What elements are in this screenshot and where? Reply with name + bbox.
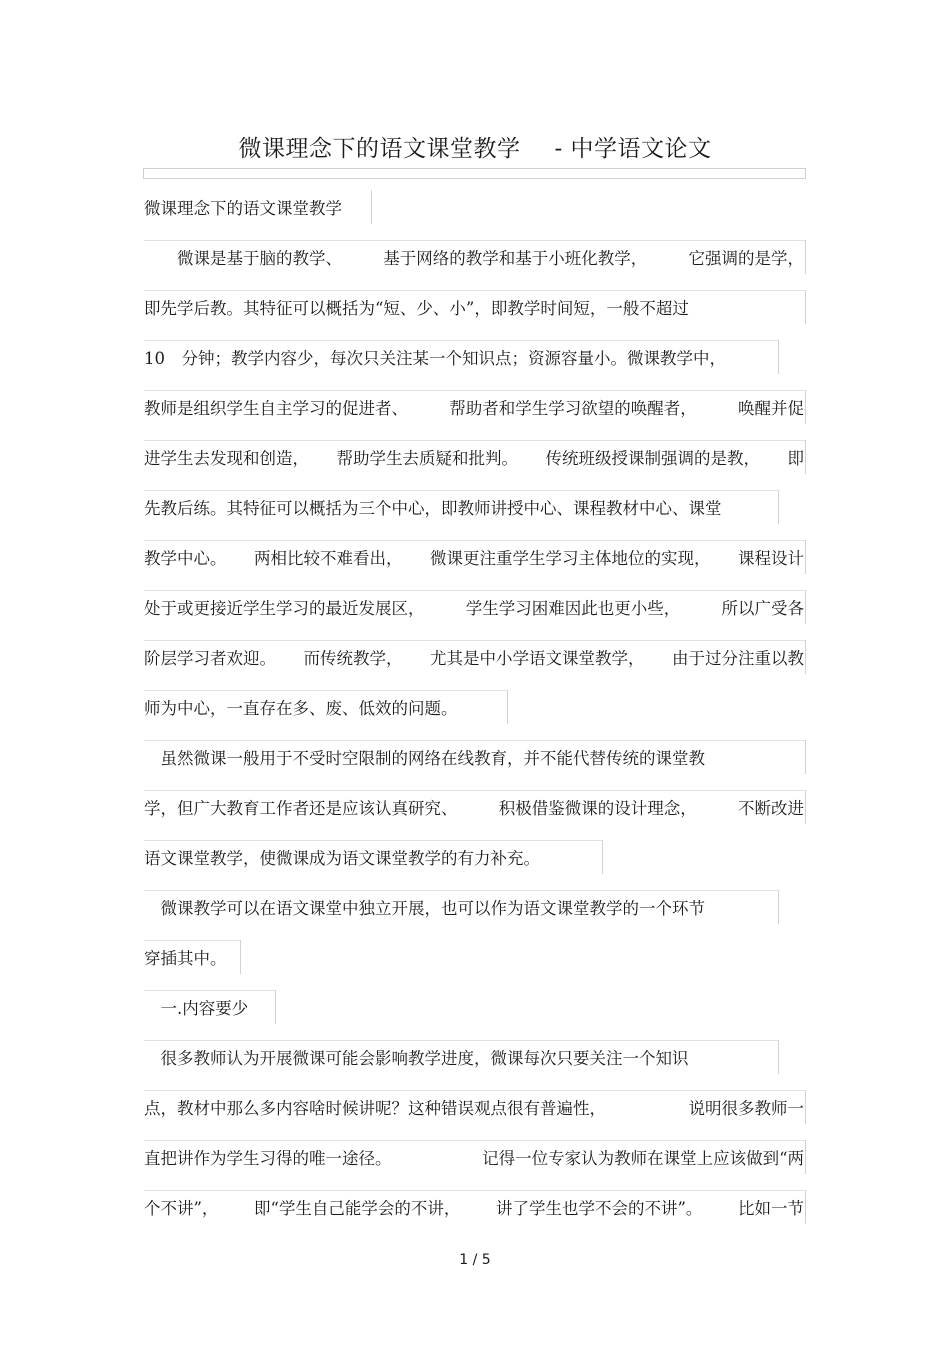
text-line — [144, 849, 540, 869]
text-line — [144, 1199, 804, 1219]
text-line — [144, 749, 705, 769]
title-divider — [143, 168, 806, 179]
line-marker — [805, 290, 806, 324]
text-segment: 帮助者和学生学习欲望的唤醒者， — [449, 399, 697, 418]
text-line — [144, 949, 227, 969]
line-rule — [144, 1040, 778, 1041]
text-segment: 它强调的是学， — [688, 249, 804, 268]
text-segment: 一.内容要少 — [144, 999, 249, 1018]
line-marker — [602, 840, 603, 874]
line-rule — [144, 590, 805, 591]
text-segment: 即先学后教。其特征可以概括为“短、少、小”，即教学时间短，一般不超过 — [144, 299, 689, 318]
line-rule — [144, 940, 240, 941]
text-segment: 很多教师认为开展微课可能会影响教学进度，微课每次只要关注一个知识 — [144, 1049, 689, 1068]
text-segment: 点，教材中那么多内容啥时候讲呢？这种错误观点很有普遍性， — [144, 1099, 606, 1118]
text-segment: 即“学生自己能学会的不讲， — [254, 1199, 461, 1218]
text-line — [144, 1099, 804, 1119]
title-main: 微课理念下的语文课堂教学 — [238, 136, 521, 162]
text-segment: 帮助学生去质疑和批判。 — [336, 449, 518, 468]
text-segment: 学，但广大教育工作者还是应该认真研究、 — [144, 799, 458, 818]
text-segment: 两相比较不难看出， — [254, 549, 403, 568]
text-segment: 微课教学可以在语文课堂中独立开展，也可以作为语文课堂教学的一个环节 — [144, 899, 705, 918]
line-marker — [371, 190, 372, 224]
line-rule — [144, 290, 805, 291]
line-marker — [805, 390, 806, 424]
text-line — [144, 399, 804, 419]
line-marker — [275, 990, 276, 1024]
text-line — [144, 799, 804, 819]
line-rule — [144, 790, 805, 791]
line-rule — [144, 390, 805, 391]
line-marker — [805, 640, 806, 674]
title-suffix: - 中学语文论文 — [554, 136, 712, 162]
text-segment: 10 分钟；教学内容少，每次只关注某一个知识点；资源容量小。微课教学中， — [144, 349, 726, 368]
text-segment: 微课是基于脑的教学、 — [144, 249, 342, 268]
text-segment: 由于过分注重以教 — [672, 649, 804, 668]
text-segment: 尤其是中小学语文课堂教学， — [430, 649, 645, 668]
text-segment: 微课更注重学生学习主体地位的实现， — [430, 549, 711, 568]
line-marker — [778, 1040, 779, 1074]
line-marker — [805, 790, 806, 824]
text-segment: 处于或更接近学生学习的最近发展区， — [144, 599, 425, 618]
line-marker — [805, 240, 806, 274]
text-segment: 积极借鉴微课的设计理念， — [498, 799, 697, 818]
text-line — [144, 649, 804, 669]
line-rule — [144, 690, 507, 691]
line-rule — [144, 240, 805, 241]
text-line — [144, 599, 804, 619]
text-segment: 语文课堂教学，使微课成为语文课堂教学的有力补充。 — [144, 849, 540, 868]
line-rule — [144, 1140, 805, 1141]
line-rule — [144, 990, 275, 991]
text-segment: 课程设计 — [738, 549, 804, 568]
text-segment: 基于网络的教学和基于小班化教学， — [383, 249, 648, 268]
page-indicator: 1 / 5 — [459, 1252, 491, 1268]
line-rule — [144, 490, 778, 491]
line-marker — [805, 590, 806, 624]
text-line — [144, 249, 804, 269]
line-rule — [144, 640, 805, 641]
text-segment: 所以广受各 — [721, 599, 804, 618]
line-marker — [778, 490, 779, 524]
text-segment: 讲了学生也学不会的不讲”。 — [496, 1199, 703, 1218]
line-rule — [144, 1090, 805, 1091]
line-marker — [805, 740, 806, 774]
text-line — [144, 299, 689, 319]
text-line — [144, 499, 722, 519]
line-rule — [144, 340, 778, 341]
text-segment: 而传统教学， — [303, 649, 403, 668]
text-segment: 唤醒并促 — [738, 399, 804, 418]
line-marker — [240, 940, 241, 974]
line-marker — [778, 890, 779, 924]
text-line — [144, 349, 726, 369]
line-rule — [144, 540, 805, 541]
text-segment: 虽然微课一般用于不受时空限制的网络在线教育，并不能代替传统的课堂教 — [144, 749, 705, 768]
text-segment: 阶层学习者欢迎。 — [144, 649, 276, 668]
line-rule — [144, 890, 778, 891]
line-marker — [805, 440, 806, 474]
line-marker — [778, 340, 779, 374]
section-heading: 微课理念下的语文课堂教学 — [144, 199, 342, 218]
text-segment: 个不讲”， — [144, 1199, 219, 1218]
text-segment: 教学中心。 — [144, 549, 227, 568]
line-marker — [805, 540, 806, 574]
text-segment: 不断改进 — [738, 799, 804, 818]
text-line — [144, 999, 248, 1019]
text-segment: 直把讲作为学生习得的唯一途径。 — [144, 1149, 392, 1168]
line-marker — [805, 1140, 806, 1174]
text-line — [144, 699, 458, 719]
text-segment: 教师是组织学生自主学习的促进者、 — [144, 399, 408, 418]
line-rule — [144, 840, 602, 841]
line-marker — [805, 1190, 806, 1224]
line-marker — [805, 1090, 806, 1124]
text-line — [144, 1149, 804, 1169]
text-line — [144, 549, 804, 569]
page-title — [0, 130, 950, 163]
line-rule — [144, 440, 805, 441]
text-segment: 穿插其中。 — [144, 949, 227, 968]
text-line — [144, 449, 804, 469]
text-segment: 先教后练。其特征可以概括为三个中心，即教师讲授中心、课程教材中心、课堂 — [144, 499, 722, 518]
text-line — [144, 1049, 689, 1069]
line-rule — [144, 740, 805, 741]
text-segment: 学生学习困难因此也更小些， — [465, 599, 681, 618]
text-segment: 师为中心，一直存在多、废、低效的问题。 — [144, 699, 458, 718]
line-marker — [507, 690, 508, 724]
text-segment: 比如一节 — [738, 1199, 804, 1218]
text-segment: 进学生去发现和创造， — [144, 449, 309, 468]
text-segment: 即 — [787, 449, 804, 468]
text-segment: 传统班级授课制强调的是教， — [545, 449, 760, 468]
line-rule — [144, 1190, 805, 1191]
text-segment: 说明很多教师一 — [688, 1099, 804, 1118]
text-line — [144, 899, 705, 919]
text-segment: 记得一位专家认为教师在课堂上应该做到“两 — [482, 1149, 804, 1168]
